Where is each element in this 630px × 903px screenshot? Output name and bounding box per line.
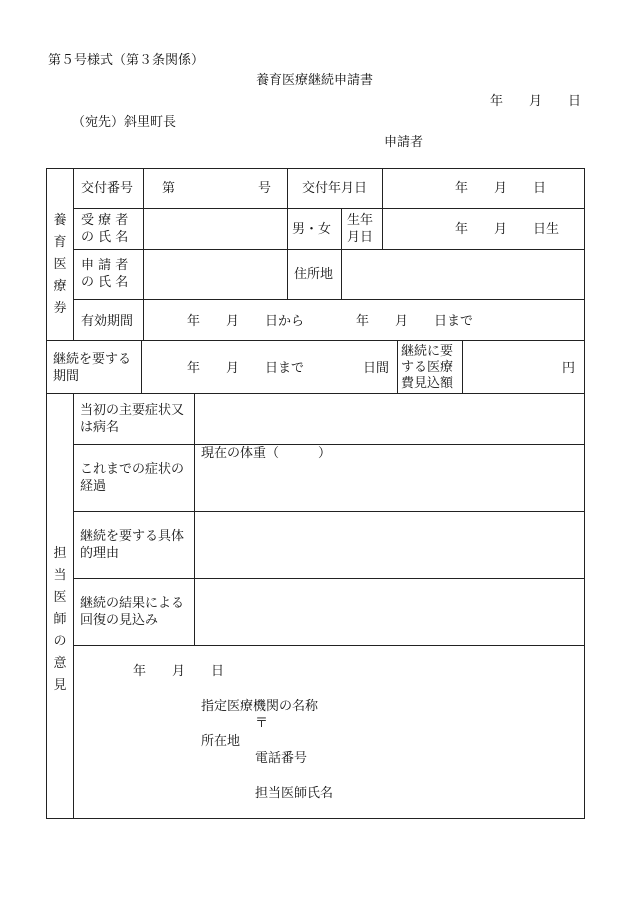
grid-line [382,168,383,209]
birth-date-label-2: 月日 [347,230,374,245]
grid-line [141,340,142,394]
form-number: 第５号様式（第３条関係） [48,53,205,68]
yen-unit: 円 [562,361,576,376]
patient-name-label-1: 受 療 者 [81,213,129,228]
delivery-date-label: 交付年月日 [302,181,368,196]
grid-line [46,340,585,341]
continuation-reason-label-2: 的理由 [80,546,120,561]
grid-line [73,208,585,209]
ticket-section-label [52,210,68,320]
grid-line [462,340,463,394]
table-border-bottom [46,818,585,819]
initial-symptom-label-2: は病名 [80,420,120,435]
cost-estimate-label-2: する医療 [401,360,454,375]
patient-name-field[interactable] [145,210,285,248]
document-title: 養育医療継続申請書 [256,73,374,88]
symptom-course-label-2: 経過 [80,479,107,494]
table-border-top [46,168,585,169]
continuation-reason-field[interactable] [196,513,582,576]
delivery-date-value[interactable]: 年 月 日 [455,181,547,196]
delivery-no-field[interactable] [180,172,252,204]
grid-line [287,168,288,300]
applicant-label: 申請者 [384,135,424,150]
doctor-section-label [52,543,68,697]
current-weight-label[interactable]: 現在の体重（ ） [201,446,332,461]
birth-date-value[interactable]: 年 月 日生 [455,222,560,237]
grid-line [397,340,398,394]
patient-name-label-2: の 氏 名 [81,230,129,245]
institution-address-label: 所在地 [201,734,241,749]
grid-line [46,393,585,394]
application-date[interactable]: 年 月 日 [490,94,582,109]
table-border-left [46,168,47,819]
applicant-name-field[interactable] [145,251,285,298]
grid-line [73,299,585,300]
recovery-outlook-label-1: 継続の結果による [80,596,185,611]
grid-line [73,249,585,250]
sex-selector[interactable]: 男・女 [292,222,332,237]
grid-line [73,578,585,579]
phone-label: 電話番号 [255,751,308,766]
continuation-period-label-2: 期間 [53,369,80,384]
table-border-right [584,168,585,819]
birth-date-label-1: 生年 [347,213,374,228]
doctor-section-label-text: 担当医師の意見 [53,546,67,693]
recovery-outlook-label-2: 回復の見込み [80,613,159,628]
grid-line [73,393,74,819]
signature-date[interactable]: 年 月 日 [133,664,225,679]
doctor-name-label: 担当医師氏名 [255,786,334,801]
grid-line [143,168,144,341]
continuation-period-value[interactable]: 年 月 日まで [187,361,305,376]
delivery-no-suffix: 号 [258,181,272,196]
grid-line [73,168,74,341]
continuation-reason-label-1: 継続を要する具体 [80,529,185,544]
institution-name-label: 指定医療機関の名称 [201,699,319,714]
address-field[interactable] [343,251,583,298]
postal-mark: 〒 [255,716,269,731]
valid-period-label: 有効期間 [81,314,134,329]
address-label: 住所地 [294,267,334,282]
applicant-name-label-1: 申 請 者 [81,258,129,273]
addressee: （宛先）斜里町長 [72,115,177,130]
grid-line [73,511,585,512]
delivery-no-label: 交付番号 [81,181,134,196]
days-label: 日間 [363,361,390,376]
grid-line [341,208,342,300]
grid-line [73,645,585,646]
initial-symptom-field[interactable] [196,395,582,443]
applicant-name-label-2: の 氏 名 [81,275,129,290]
symptom-course-label-1: これまでの症状の [80,462,185,477]
recovery-outlook-field[interactable] [196,580,582,643]
continuation-period-label-1: 継続を要する [53,352,132,367]
grid-line [194,393,195,646]
symptom-course-field[interactable] [196,464,582,509]
cost-estimate-field[interactable] [464,342,554,392]
ticket-section-label-text: 養育医療券 [53,213,67,316]
cost-estimate-label-3: 費見込額 [401,376,454,391]
delivery-no-prefix: 第 [162,181,176,196]
valid-period-value[interactable]: 年 月 日から 年 月 日まで [187,314,474,329]
cost-estimate-label-1: 継続に要 [401,344,454,359]
initial-symptom-label-1: 当初の主要症状又 [80,403,185,418]
grid-line [382,208,383,250]
